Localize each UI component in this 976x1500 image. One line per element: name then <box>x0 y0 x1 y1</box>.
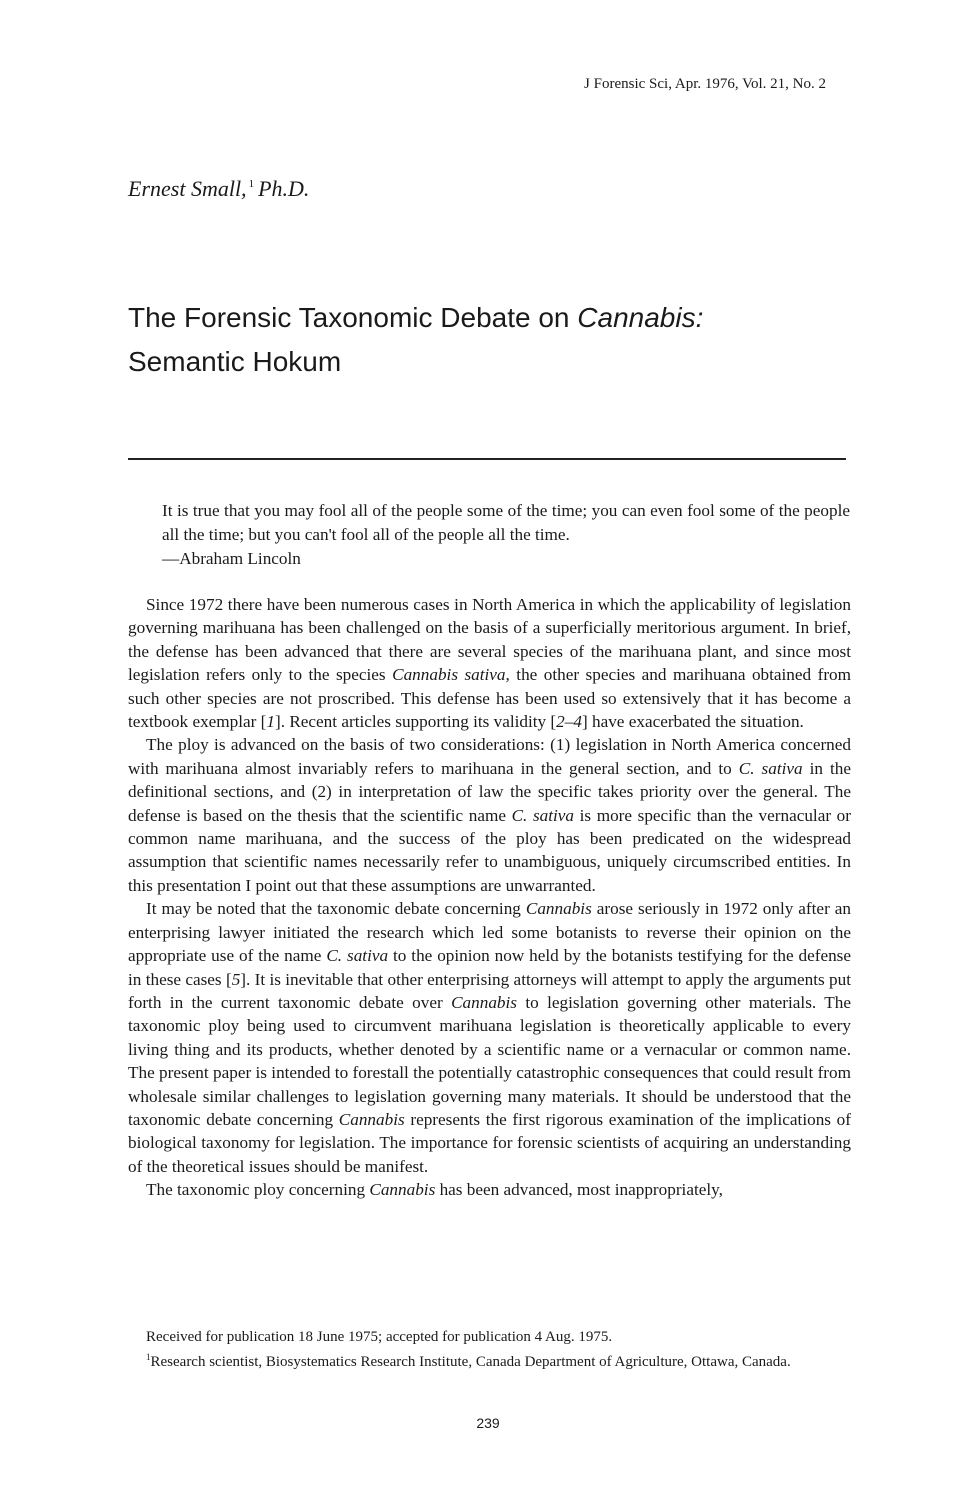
title-divider <box>128 458 846 460</box>
italic-term: Cannabis <box>369 1180 436 1200</box>
text-run: the other species and marihuana obtained from such other species are not proscribed. This defense has been used so extensively that it has become a textbook exemplar [ <box>128 665 852 732</box>
page-number: 239 <box>476 1415 500 1431</box>
italic-term: Cannabis <box>525 899 592 919</box>
paragraph <box>128 1178 851 1201</box>
title-text: The Forensic Taxonomic Debate on <box>128 302 578 333</box>
italic-term: C. sativa <box>738 758 803 778</box>
author-footnote-mark: 1 <box>248 178 255 190</box>
citation: 2–4 <box>556 712 582 732</box>
citation: 5 <box>231 969 241 989</box>
text-run: arose seriously in 1972 only after an enterprising lawyer initiated the research which led some botanists to reverse their opinion on the appropriate use of the name <box>128 899 851 966</box>
footnote-text: Research scientist, Biosystematics Research Institute, Canada Department of Agriculture, Ottawa, Canada. <box>150 1354 791 1370</box>
text-run: It may be noted that the taxonomic debate concerning <box>146 899 526 919</box>
text-run: ]. It is inevitable that other enterprising attorneys will attempt to apply the arguments put forth in the current taxonomic debate over <box>128 969 851 1012</box>
epigraph-attribution: —Abraham Lincoln <box>162 549 301 568</box>
epigraph-quote: It is true that you may fool all of the people some of the time; you can even fool some of the people all the time; but you can't fool all of the people all the time. <box>162 501 850 544</box>
italic-term: C. sativa <box>511 805 575 825</box>
paragraph <box>128 897 851 1178</box>
text-run: represents the first rigorous examination of the implications of biological taxonomy for legislation. The importance for forensic scientists of acquiring an understanding of the theoretical issues should be manifest. <box>128 1109 851 1176</box>
footnotes <box>128 1327 851 1372</box>
text-run: ] have exacerbated the situation. <box>581 712 804 732</box>
text-run: is more specific than the vernacular or common name marihuana, and the success of the ploy has been predicated on the widespread assumption that scientific names necessarily refer to unambiguous, uniquely circumscribed entities. In this presentation I point out that these assumptions are unwarranted. <box>128 805 851 895</box>
author-degree: Ph.D. <box>258 176 310 201</box>
author-line <box>128 176 309 202</box>
journal-reference: J Forensic Sci, Apr. 1976, Vol. 21, No. 2 <box>584 76 826 92</box>
italic-term: Cannabis sativa, <box>392 665 510 685</box>
footnote-1 <box>128 1347 851 1372</box>
paragraph <box>128 733 851 897</box>
author-name: Ernest Small, <box>128 176 247 201</box>
text-run: to the opinion now held by the botanists testifying for the defense in these cases [ <box>128 946 851 989</box>
text-run: The taxonomic ploy concerning <box>146 1180 370 1200</box>
footnote-mark: 1 <box>146 1352 151 1362</box>
received-note: Received for publication 18 June 1975; accepted for publication 4 Aug. 1975. <box>146 1329 613 1345</box>
italic-term: C. sativa <box>326 946 389 966</box>
epigraph <box>162 499 850 571</box>
italic-term: Cannabis <box>451 992 517 1012</box>
citation: 1 <box>266 712 276 732</box>
title-italic-term: Cannabis: <box>577 302 704 333</box>
text-run: has been advanced, most inappropriately, <box>435 1180 723 1200</box>
text-run: The ploy is advanced on the basis of two considerations: (1) legislation in North America concerned with marihuana almost invariably refers to marihuana in the general section, and to <box>128 735 851 778</box>
paragraph <box>128 593 851 733</box>
title-line-2: Semantic Hokum <box>128 346 342 377</box>
text-run: to legislation governing other materials. The taxonomic ploy being used to circumvent marihuana legislation is theoretically applicable to every living thing and its products, whether denoted by a scientific name or a vernacular or common name. The present paper is intended to forestall the potentially catastrophic consequences that could result from wholesale similar challenges to legislation governing many materials. It should be understood that the taxonomic debate concerning <box>128 992 851 1129</box>
paper-title <box>128 296 848 384</box>
title-line-1 <box>128 296 848 340</box>
text-run: in the definitional sections, and (2) in interpretation of law the specific takes priority over the general. The defense is based on the thesis that the scientific name <box>128 758 851 825</box>
body-text <box>128 593 851 1202</box>
text-run: Since 1972 there have been numerous cases in North America in which the applicability of legislation governing marihuana has been challenged on the basis of a superficially meritorious argument. In brief, the defense has been advanced that there are several species of the marihuana plant, and since most legislation refers only to the species <box>128 595 851 685</box>
text-run: ]. Recent articles supporting its validity [ <box>275 712 557 732</box>
italic-term: Cannabis <box>338 1109 405 1129</box>
